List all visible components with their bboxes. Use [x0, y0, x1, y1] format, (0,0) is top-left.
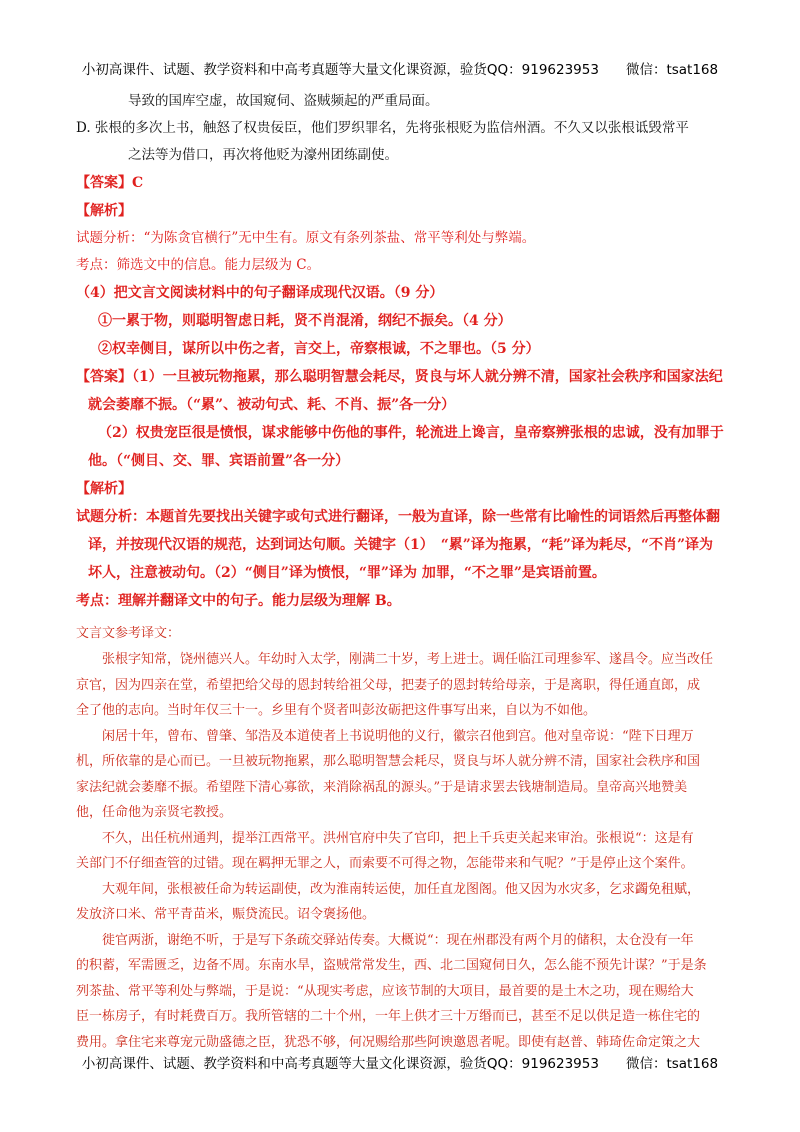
page-header: 小初高课件、试题、教学资料和中高考真题等大量文化课资源，验货QQ：919623953 微信：tsat168	[81, 62, 719, 78]
translation-line: 京官，因为四亲在堂，希望把给父母的恩封转给祖父母，把妻子的恩封转给母亲，于是离职，得任通直郎，成	[76, 677, 701, 693]
question-4: （4）把文言文阅读材料中的句子翻译成现代汉语。（9 分）	[76, 285, 444, 301]
translation-line: 关部门不仔细查管的过错。现在羁押无罪之人，而索要不可得之物，怎能带来和气呢？”于是停止这个案件。	[76, 856, 694, 871]
answer-2b-line-2: 他。（“侧目、交、罪、宾语前置”各一分）	[88, 453, 350, 469]
point-1: 考点：筛选文中的信息。能力层级为 C。	[76, 257, 321, 273]
analysis-1-label: 【解析】	[76, 203, 132, 219]
analysis-2-line-3: 坏人，注意被动句。（2）“侧目”译为愤恨，“罪”译为 加罪，“不之罪”是宾语前置。	[88, 565, 606, 581]
translation-line: 徙官两浙，谢绝不听，于是写下条疏交驿站传奏。大概说“：现在州郡没有两个月的储积，太仓没有一年	[102, 932, 694, 948]
analysis-2-line-1: 试题分析：本题首先要找出关键字或句式进行翻译，一般为直译，除一些常有比喻性的词语然后再整体翻	[76, 509, 720, 525]
analysis-2-label: 【解析】	[76, 481, 132, 497]
translation-line: 臣一栋房子，有时耗费百万。我所管辖的二十个州，一年上供才三十万缗而已，甚至不足以供足造一栋住宅的	[76, 1009, 701, 1024]
answer-1: 【答案】C	[76, 175, 144, 191]
point-2: 考点：理解并翻译文中的句子。能力层级为理解 B。	[76, 593, 401, 609]
translation-line: 机，所依靠的是心而已。一旦被玩物拖累，那么聪明智慧会耗尽，贤良与坏人就分辨不清，国家社会秩序和国	[76, 754, 701, 769]
translation-line: 全了他的志向。当时年仅三十一。乡里有个贤者叫彭汝砺把这件事写出来，自以为不如他。	[76, 703, 597, 718]
translation-line: 闲居十年，曾布、曾肇、邹浩及本道使者上书说明他的义行，徽宗召他到宫。他对皇帝说：“陛下日理万	[102, 728, 694, 744]
translation-line: 大观年间，张根被任命为转运副使，改为淮南转运使，加任直龙图阁。他又因为水灾多，乞求蠲免租赋，	[102, 881, 701, 897]
answer-2b-line-1: （2）权贵宠臣很是愤恨，谋求能够中伤他的事件，轮流进上谗言，皇帝察辨张根的忠诚，没有加罪于	[98, 425, 724, 441]
translation-line: 家法纪就会萎靡不振。希望陛下清心寡欲，来消除祸乱的源头。”于是请求罢去钱塘制造局。皇帝高兴地赞美	[76, 779, 688, 795]
answer-2-line-2: 就会萎靡不振。（“累”、被动句式、耗、不肖、振”各一分）	[88, 397, 456, 413]
analysis-1-text: 试题分析：“为陈贪官横行”无中生有。原文有条列茶盐、常平等利处与弊端。	[76, 230, 536, 246]
page-content	[76, 88, 726, 1055]
translation-title: 文言文参考译文：	[76, 626, 181, 641]
option-d-line-1: D. 张根的多次上书，触怒了权贵佞臣，他们罗织罪名，先将张根贬为监信州酒。不久又以张根诋毁常平	[76, 120, 689, 136]
translation-line: 的积蓄，军需匮乏，边备不周。东南水旱，盗贼常常发生，西、北二国窥伺日久，怎么能不预先计谋？”于是条	[76, 958, 707, 973]
translation-line: 他，任命他为亲贤宅教授。	[76, 805, 233, 820]
question-4-sentence-1: ①一累于物，则聪明智虑日耗，贤不肖混淆，纲纪不振矣。（4 分）	[98, 313, 512, 329]
answer-2-line-1: 【答案】（1）一旦被玩物拖累，那么聪明智慧会耗尽，贤良与坏人就分辨不清，国家社会秩序和国家法纪	[76, 369, 723, 385]
option-c-tail: 导致的国库空虚，故国窥伺、盗贼频起的严重局面。	[128, 93, 439, 109]
page-footer: 小初高课件、试题、教学资料和中高考真题等大量文化课资源，验货QQ：919623953 微信：tsat168	[81, 1056, 719, 1072]
translation-line: 不久，出任杭州通判，提举江西常平。洪州官府中失了官印，把上千兵吏关起来审治。张根说“：这是有	[102, 830, 694, 846]
translation-line: 费用。拿住宅来尊宠元勋盛德之臣，犹恐不够，何况赐给那些阿谀邀恩者呢。即使有赵普、韩琦佐命定策之大	[76, 1034, 701, 1050]
option-d-line-2: 之法等为借口，再次将他贬为濠州团练副使。	[128, 147, 398, 163]
question-4-sentence-2: ②权幸侧目，谋所以中伤之者，言交上，帝察根诚，不之罪也。（5 分）	[98, 341, 540, 357]
translation-line: 列茶盐、常平等利处与弊端，于是说：“从现实考虑，应该节制的大项目，最首要的是土木之功，现在赐给大	[76, 983, 694, 999]
translation-line: 发放济口米、常平青苗米，赈贷流民。诏令褒扬他。	[76, 907, 376, 922]
translation-body	[76, 647, 726, 1055]
analysis-2-line-2: 译，并按现代汉语的规范，达到词达句顺。关键字（1） “累”译为拖累，“耗”译为耗尽，“不肖”译为	[88, 537, 714, 553]
translation-line: 张根字知常，饶州德兴人。年幼时入太学，刚满二十岁，考上进士。调任临江司理参军、遂昌令。应当改任	[102, 652, 714, 667]
